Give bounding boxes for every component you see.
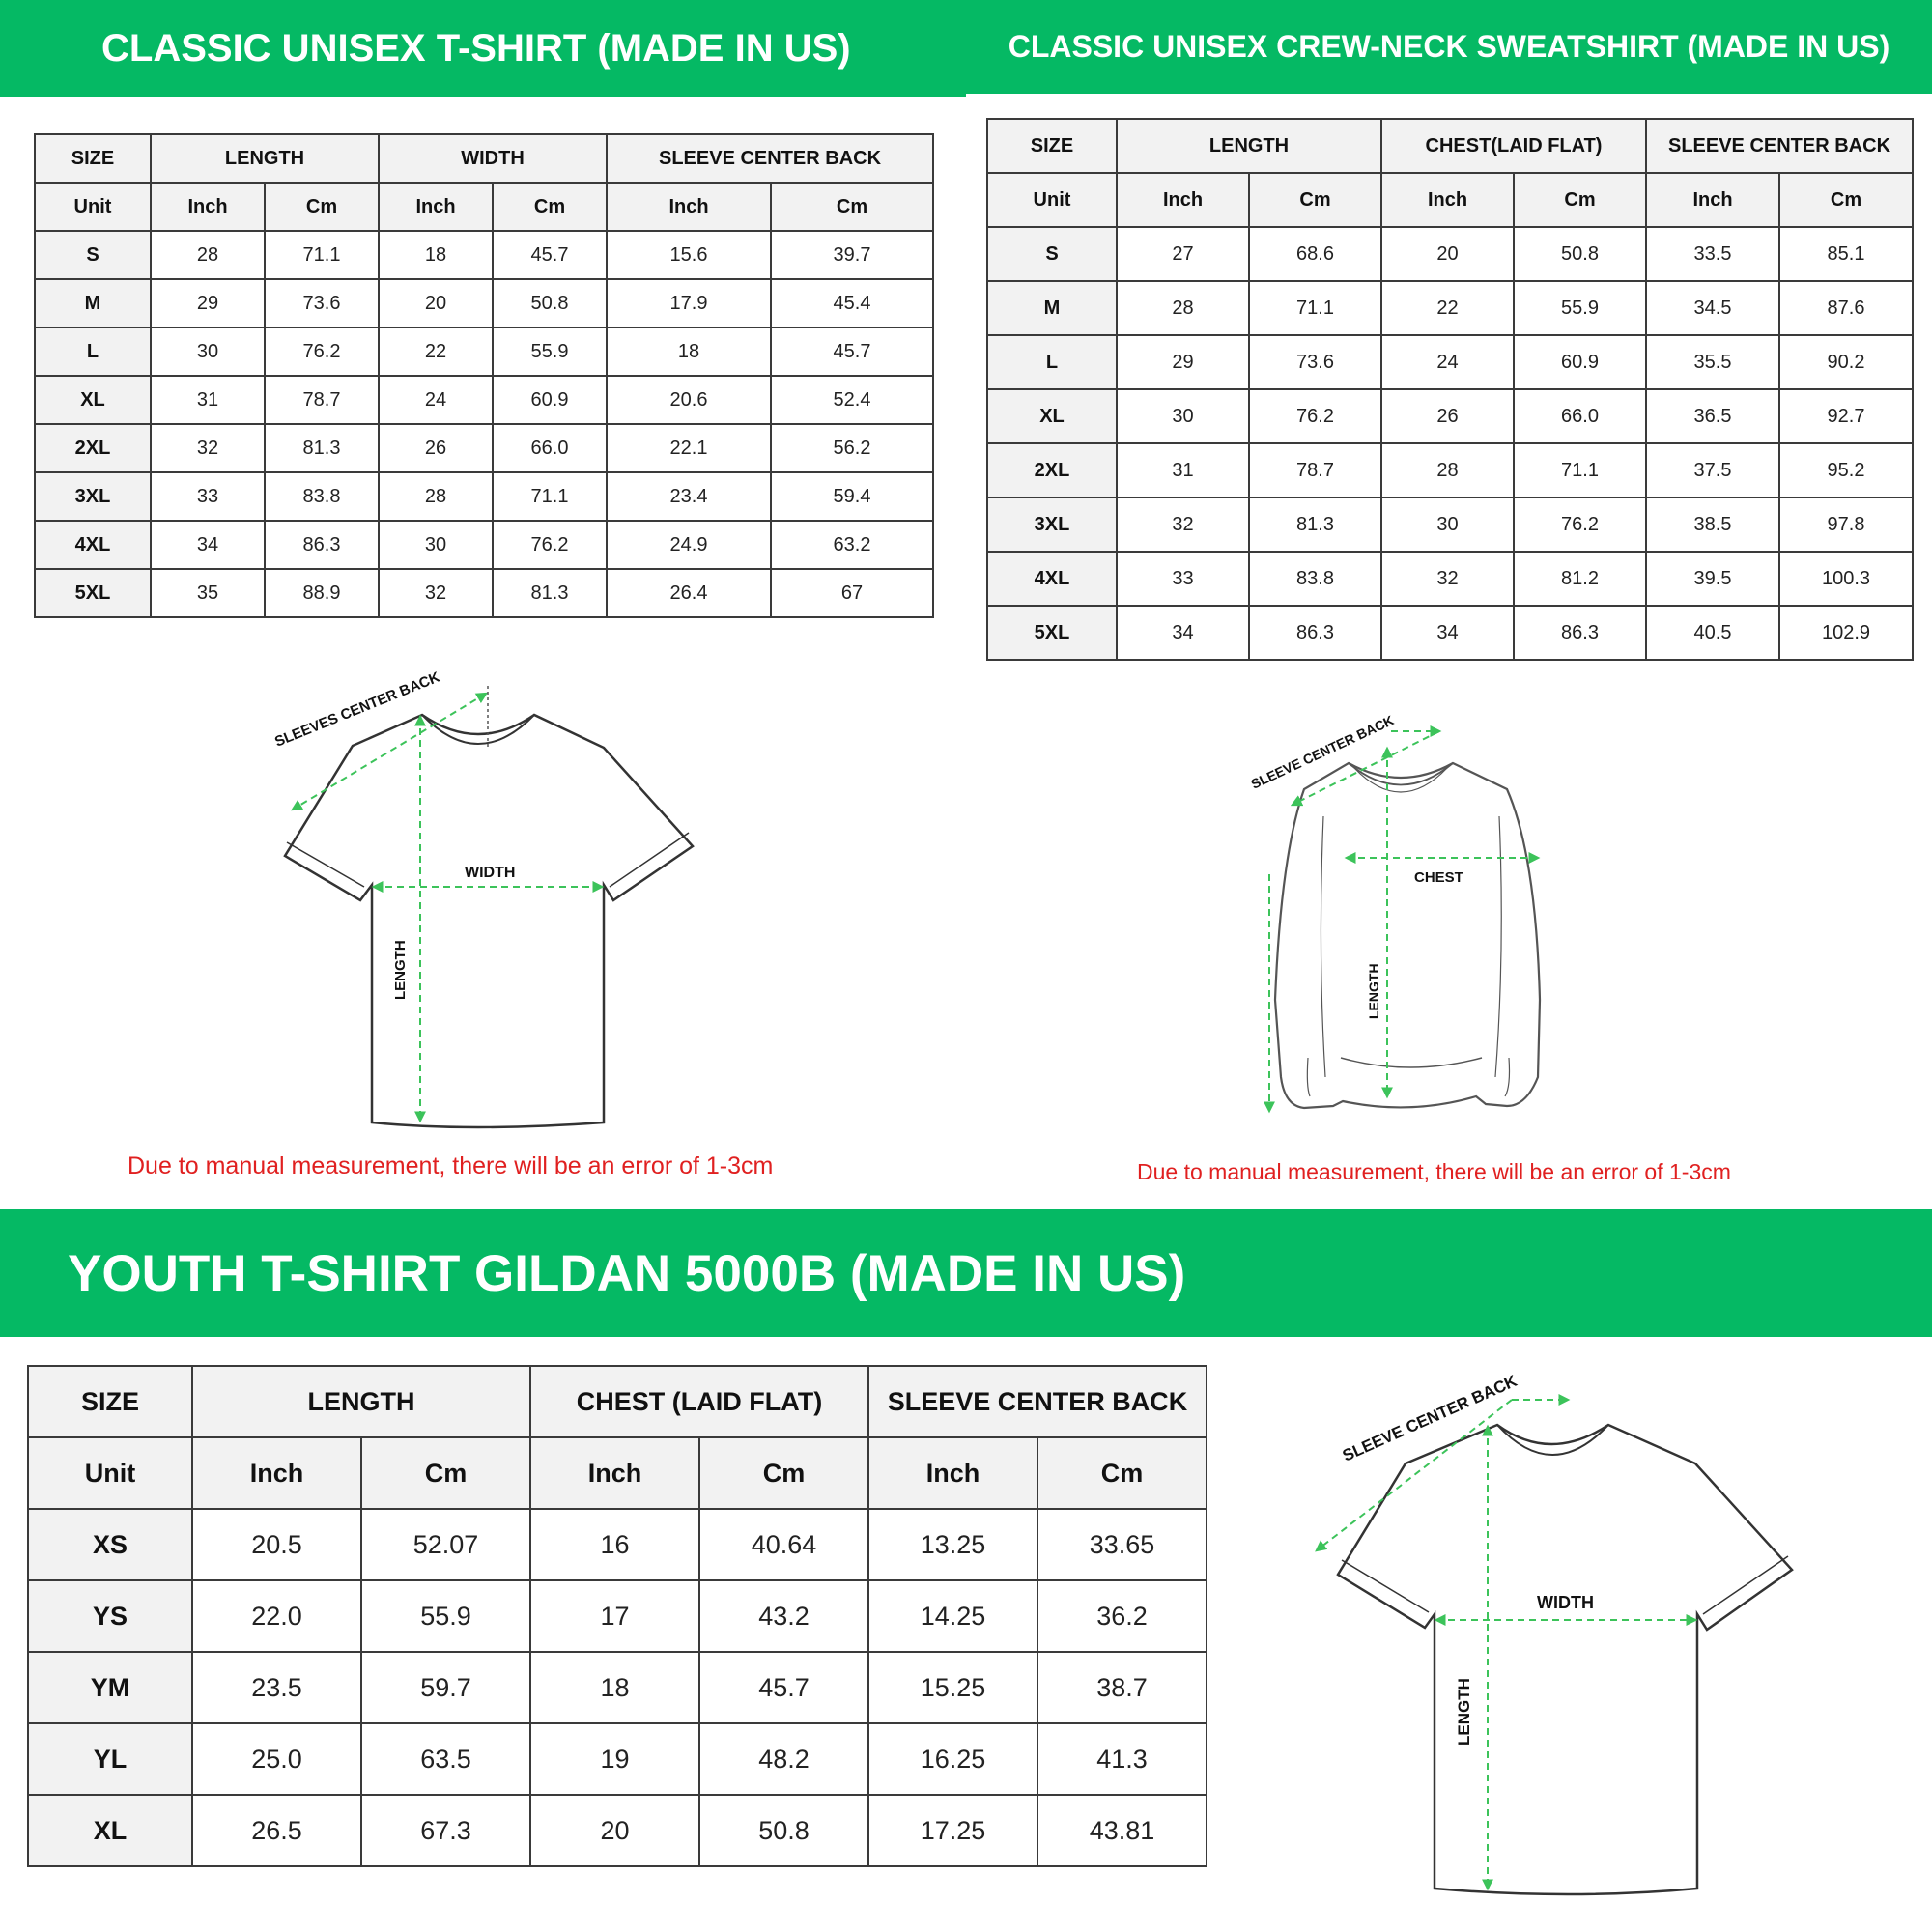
unit-header: Inch	[192, 1437, 361, 1509]
measurement-cell: 50.8	[493, 279, 607, 327]
measurement-cell: 102.9	[1779, 606, 1913, 660]
measurement-cell: 35	[151, 569, 265, 617]
measurement-cell: 30	[379, 521, 493, 569]
measurement-cell: 66.0	[1514, 389, 1646, 443]
measurement-cell: 22.1	[607, 424, 771, 472]
measurement-cell: 76.2	[1514, 497, 1646, 552]
unit-header: Unit	[987, 173, 1117, 227]
size-label: YS	[28, 1580, 192, 1652]
measurement-cell: 92.7	[1779, 389, 1913, 443]
measurement-cell: 39.7	[771, 231, 933, 279]
table-row	[35, 327, 933, 376]
measurement-cell: 35.5	[1646, 335, 1779, 389]
measurement-cell: 95.2	[1779, 443, 1913, 497]
measurement-cell: 32	[379, 569, 493, 617]
size-label: XL	[28, 1795, 192, 1866]
measurement-cell: 22.0	[192, 1580, 361, 1652]
measurement-cell: 24	[1381, 335, 1514, 389]
measurement-cell: 26.4	[607, 569, 771, 617]
size-label: S	[35, 231, 151, 279]
measurement-cell: 16.25	[868, 1723, 1037, 1795]
measurement-cell: 28	[1381, 443, 1514, 497]
sweatshirt-outline	[1275, 763, 1540, 1108]
size-label: L	[35, 327, 151, 376]
unit-header: Inch	[1117, 173, 1249, 227]
unit-header: Inch	[379, 183, 493, 231]
measurement-cell: 22	[1381, 281, 1514, 335]
table-row	[28, 1723, 1207, 1795]
unit-row	[987, 173, 1913, 227]
table-row	[35, 521, 933, 569]
measurement-cell: 50.8	[699, 1795, 868, 1866]
size-label: 4XL	[35, 521, 151, 569]
measurement-cell: 29	[1117, 335, 1249, 389]
measurement-cell: 68.6	[1249, 227, 1381, 281]
measurement-cell: 60.9	[1514, 335, 1646, 389]
measurement-cell: 45.7	[699, 1652, 868, 1723]
measurement-cell: 100.3	[1779, 552, 1913, 606]
sweatshirt-sleeve-guide	[1293, 731, 1439, 805]
unit-row	[35, 183, 933, 231]
size-label: L	[987, 335, 1117, 389]
table-row	[987, 443, 1913, 497]
measurement-cell: 45.4	[771, 279, 933, 327]
measurement-cell: 56.2	[771, 424, 933, 472]
table-row	[35, 569, 933, 617]
measurement-cell: 63.5	[361, 1723, 530, 1795]
measurement-cell: 40.64	[699, 1509, 868, 1580]
youth-tshirt-diagram	[1299, 1367, 1802, 1908]
size-label: M	[35, 279, 151, 327]
measurement-cell: 23.4	[607, 472, 771, 521]
sweatshirt-measurement-note: Due to manual measurement, there will be an error of 1-3cm	[1137, 1159, 1731, 1184]
measurement-cell: 71.1	[1249, 281, 1381, 335]
table-row	[28, 1795, 1207, 1866]
measurement-cell: 14.25	[868, 1580, 1037, 1652]
measurement-cell: 30	[1117, 389, 1249, 443]
measurement-cell: 34	[151, 521, 265, 569]
measurement-cell: 33	[1117, 552, 1249, 606]
measurement-cell: 39.5	[1646, 552, 1779, 606]
measurement-cell: 50.8	[1514, 227, 1646, 281]
measurement-cell: 78.7	[1249, 443, 1381, 497]
size-label: XS	[28, 1509, 192, 1580]
measurement-cell: 20	[530, 1795, 699, 1866]
measurement-cell: 32	[1117, 497, 1249, 552]
measurement-cell: 23.5	[192, 1652, 361, 1723]
measurement-cell: 86.3	[265, 521, 379, 569]
measurement-cell: 19	[530, 1723, 699, 1795]
measurement-cell: 59.7	[361, 1652, 530, 1723]
measurement-cell: 18	[530, 1652, 699, 1723]
measurement-cell: 20.6	[607, 376, 771, 424]
unit-header: Cm	[1037, 1437, 1207, 1509]
unit-header: Unit	[35, 183, 151, 231]
unit-row	[28, 1437, 1207, 1509]
measurement-cell: 73.6	[265, 279, 379, 327]
youth-tshirt-outline	[1338, 1425, 1792, 1894]
measurement-cell: 85.1	[1779, 227, 1913, 281]
unit-header: Inch	[868, 1437, 1037, 1509]
measurement-cell: 71.1	[493, 472, 607, 521]
measurement-cell: 18	[607, 327, 771, 376]
size-label: 3XL	[35, 472, 151, 521]
measurement-cell: 66.0	[493, 424, 607, 472]
measurement-cell: 17.25	[868, 1795, 1037, 1866]
unit-header: Cm	[1514, 173, 1646, 227]
measurement-cell: 71.1	[1514, 443, 1646, 497]
table-row	[987, 606, 1913, 660]
tshirt-diagram	[272, 667, 700, 1130]
unit-header: Inch	[607, 183, 771, 231]
unit-header: Cm	[1779, 173, 1913, 227]
column-header: SIZE	[28, 1366, 192, 1437]
measurement-cell: 78.7	[265, 376, 379, 424]
measurement-cell: 90.2	[1779, 335, 1913, 389]
unit-header: Inch	[1646, 173, 1779, 227]
measurement-cell: 52.4	[771, 376, 933, 424]
sweatshirt-sleeve-label: SLEEVE CENTER BACK	[1248, 712, 1397, 792]
measurement-cell: 26	[1381, 389, 1514, 443]
measurement-cell: 73.6	[1249, 335, 1381, 389]
measurement-cell: 26	[379, 424, 493, 472]
sweatshirt-title: CLASSIC UNISEX CREW-NECK SWEATSHIRT (MADE IN US)	[1008, 29, 1890, 64]
measurement-cell: 37.5	[1646, 443, 1779, 497]
tshirt-measurement-note: Due to manual measurement, there will be an error of 1-3cm	[128, 1152, 774, 1179]
table-row	[28, 1580, 1207, 1652]
measurement-cell: 20	[1381, 227, 1514, 281]
tshirt-width-label: WIDTH	[465, 865, 516, 881]
tshirt-size-table	[34, 133, 934, 618]
table-row	[35, 279, 933, 327]
size-label: XL	[987, 389, 1117, 443]
measurement-cell: 52.07	[361, 1509, 530, 1580]
measurement-cell: 67.3	[361, 1795, 530, 1866]
unit-header: Inch	[1381, 173, 1514, 227]
measurement-cell: 28	[1117, 281, 1249, 335]
measurement-cell: 55.9	[1514, 281, 1646, 335]
table-row	[35, 376, 933, 424]
measurement-cell: 41.3	[1037, 1723, 1207, 1795]
unit-header: Inch	[151, 183, 265, 231]
table-row	[987, 281, 1913, 335]
youth-title-banner	[0, 1209, 1932, 1337]
sweatshirt-diagram	[1246, 710, 1613, 1116]
measurement-cell: 34	[1381, 606, 1514, 660]
measurement-cell: 32	[1381, 552, 1514, 606]
measurement-cell: 28	[379, 472, 493, 521]
measurement-cell: 36.2	[1037, 1580, 1207, 1652]
unit-header: Inch	[530, 1437, 699, 1509]
measurement-cell: 86.3	[1249, 606, 1381, 660]
column-header: SLEEVE CENTER BACK	[607, 134, 933, 183]
unit-header: Cm	[699, 1437, 868, 1509]
table-row	[28, 1652, 1207, 1723]
measurement-cell: 34	[1117, 606, 1249, 660]
table-row	[28, 1509, 1207, 1580]
measurement-cell: 81.2	[1514, 552, 1646, 606]
measurement-cell: 17	[530, 1580, 699, 1652]
tshirt-title: CLASSIC UNISEX T-SHIRT (MADE IN US)	[101, 26, 851, 70]
size-label: 5XL	[35, 569, 151, 617]
header-row	[987, 119, 1913, 173]
measurement-cell: 38.7	[1037, 1652, 1207, 1723]
unit-header: Cm	[361, 1437, 530, 1509]
youth-size-table	[27, 1365, 1208, 1867]
measurement-cell: 30	[151, 327, 265, 376]
column-header: SLEEVE CENTER BACK	[868, 1366, 1207, 1437]
measurement-cell: 18	[379, 231, 493, 279]
column-header: SLEEVE CENTER BACK	[1646, 119, 1913, 173]
measurement-cell: 55.9	[493, 327, 607, 376]
table-row	[987, 389, 1913, 443]
measurement-cell: 67	[771, 569, 933, 617]
measurement-cell: 36.5	[1646, 389, 1779, 443]
measurement-cell: 86.3	[1514, 606, 1646, 660]
size-label: S	[987, 227, 1117, 281]
table-row	[987, 497, 1913, 552]
tshirt-length-label: LENGTH	[392, 940, 409, 1000]
measurement-cell: 17.9	[607, 279, 771, 327]
size-label: 4XL	[987, 552, 1117, 606]
unit-header: Unit	[28, 1437, 192, 1509]
tshirt-sleeve-label: SLEEVES CENTER BACK	[272, 668, 442, 751]
column-header: SIZE	[987, 119, 1117, 173]
measurement-cell: 33.65	[1037, 1509, 1207, 1580]
column-header: SIZE	[35, 134, 151, 183]
measurement-cell: 13.25	[868, 1509, 1037, 1580]
measurement-cell: 28	[151, 231, 265, 279]
measurement-cell: 20.5	[192, 1509, 361, 1580]
measurement-cell: 43.81	[1037, 1795, 1207, 1866]
size-label: YL	[28, 1723, 192, 1795]
measurement-cell: 71.1	[265, 231, 379, 279]
table-row	[35, 424, 933, 472]
measurement-cell: 81.3	[265, 424, 379, 472]
measurement-cell: 43.2	[699, 1580, 868, 1652]
column-header: LENGTH	[151, 134, 379, 183]
sweatshirt-chest-label: CHEST	[1414, 869, 1463, 886]
column-header: LENGTH	[1117, 119, 1381, 173]
measurement-cell: 15.6	[607, 231, 771, 279]
column-header: WIDTH	[379, 134, 607, 183]
youth-length-label: LENGTH	[1455, 1678, 1473, 1746]
sweatshirt-size-table	[986, 118, 1914, 661]
measurement-cell: 83.8	[1249, 552, 1381, 606]
tshirt-sleeve-guide	[293, 694, 486, 810]
measurement-cell: 31	[1117, 443, 1249, 497]
measurement-cell: 15.25	[868, 1652, 1037, 1723]
measurement-cell: 88.9	[265, 569, 379, 617]
table-row	[35, 472, 933, 521]
table-row	[987, 552, 1913, 606]
measurement-cell: 31	[151, 376, 265, 424]
unit-header: Cm	[771, 183, 933, 231]
measurement-cell: 60.9	[493, 376, 607, 424]
measurement-cell: 76.2	[493, 521, 607, 569]
measurement-cell: 81.3	[1249, 497, 1381, 552]
measurement-cell: 25.0	[192, 1723, 361, 1795]
measurement-cell: 33.5	[1646, 227, 1779, 281]
size-label: 5XL	[987, 606, 1117, 660]
measurement-cell: 76.2	[1249, 389, 1381, 443]
measurement-cell: 63.2	[771, 521, 933, 569]
measurement-cell: 45.7	[771, 327, 933, 376]
header-row	[35, 134, 933, 183]
youth-width-label: WIDTH	[1537, 1593, 1594, 1612]
size-label: XL	[35, 376, 151, 424]
unit-header: Cm	[1249, 173, 1381, 227]
header-row	[28, 1366, 1207, 1437]
size-label: M	[987, 281, 1117, 335]
measurement-cell: 59.4	[771, 472, 933, 521]
measurement-cell: 34.5	[1646, 281, 1779, 335]
youth-sleeve-label: SLEEVE CENTER BACK	[1339, 1371, 1520, 1465]
measurement-cell: 33	[151, 472, 265, 521]
unit-header: Cm	[493, 183, 607, 231]
table-row	[987, 227, 1913, 281]
measurement-cell: 45.7	[493, 231, 607, 279]
measurement-cell: 27	[1117, 227, 1249, 281]
measurement-cell: 97.8	[1779, 497, 1913, 552]
size-label: 2XL	[987, 443, 1117, 497]
measurement-cell: 87.6	[1779, 281, 1913, 335]
measurement-cell: 48.2	[699, 1723, 868, 1795]
size-label: 2XL	[35, 424, 151, 472]
measurement-cell: 24	[379, 376, 493, 424]
measurement-cell: 22	[379, 327, 493, 376]
table-row	[35, 231, 933, 279]
measurement-cell: 55.9	[361, 1580, 530, 1652]
sweatshirt-title-banner	[966, 0, 1932, 94]
measurement-cell: 30	[1381, 497, 1514, 552]
measurement-cell: 81.3	[493, 569, 607, 617]
column-header: LENGTH	[192, 1366, 530, 1437]
measurement-cell: 29	[151, 279, 265, 327]
tshirt-title-banner	[0, 0, 966, 97]
size-label: YM	[28, 1652, 192, 1723]
measurement-cell: 26.5	[192, 1795, 361, 1866]
measurement-cell: 40.5	[1646, 606, 1779, 660]
column-header: CHEST(LAID FLAT)	[1381, 119, 1646, 173]
measurement-cell: 83.8	[265, 472, 379, 521]
youth-title: YOUTH T-SHIRT GILDAN 5000B (MADE IN US)	[68, 1244, 1186, 1302]
measurement-cell: 32	[151, 424, 265, 472]
measurement-cell: 20	[379, 279, 493, 327]
sweatshirt-length-label: LENGTH	[1366, 963, 1381, 1019]
size-label: 3XL	[987, 497, 1117, 552]
measurement-cell: 16	[530, 1509, 699, 1580]
column-header: CHEST (LAID FLAT)	[530, 1366, 868, 1437]
measurement-cell: 38.5	[1646, 497, 1779, 552]
measurement-cell: 76.2	[265, 327, 379, 376]
table-row	[987, 335, 1913, 389]
unit-header: Cm	[265, 183, 379, 231]
measurement-cell: 24.9	[607, 521, 771, 569]
